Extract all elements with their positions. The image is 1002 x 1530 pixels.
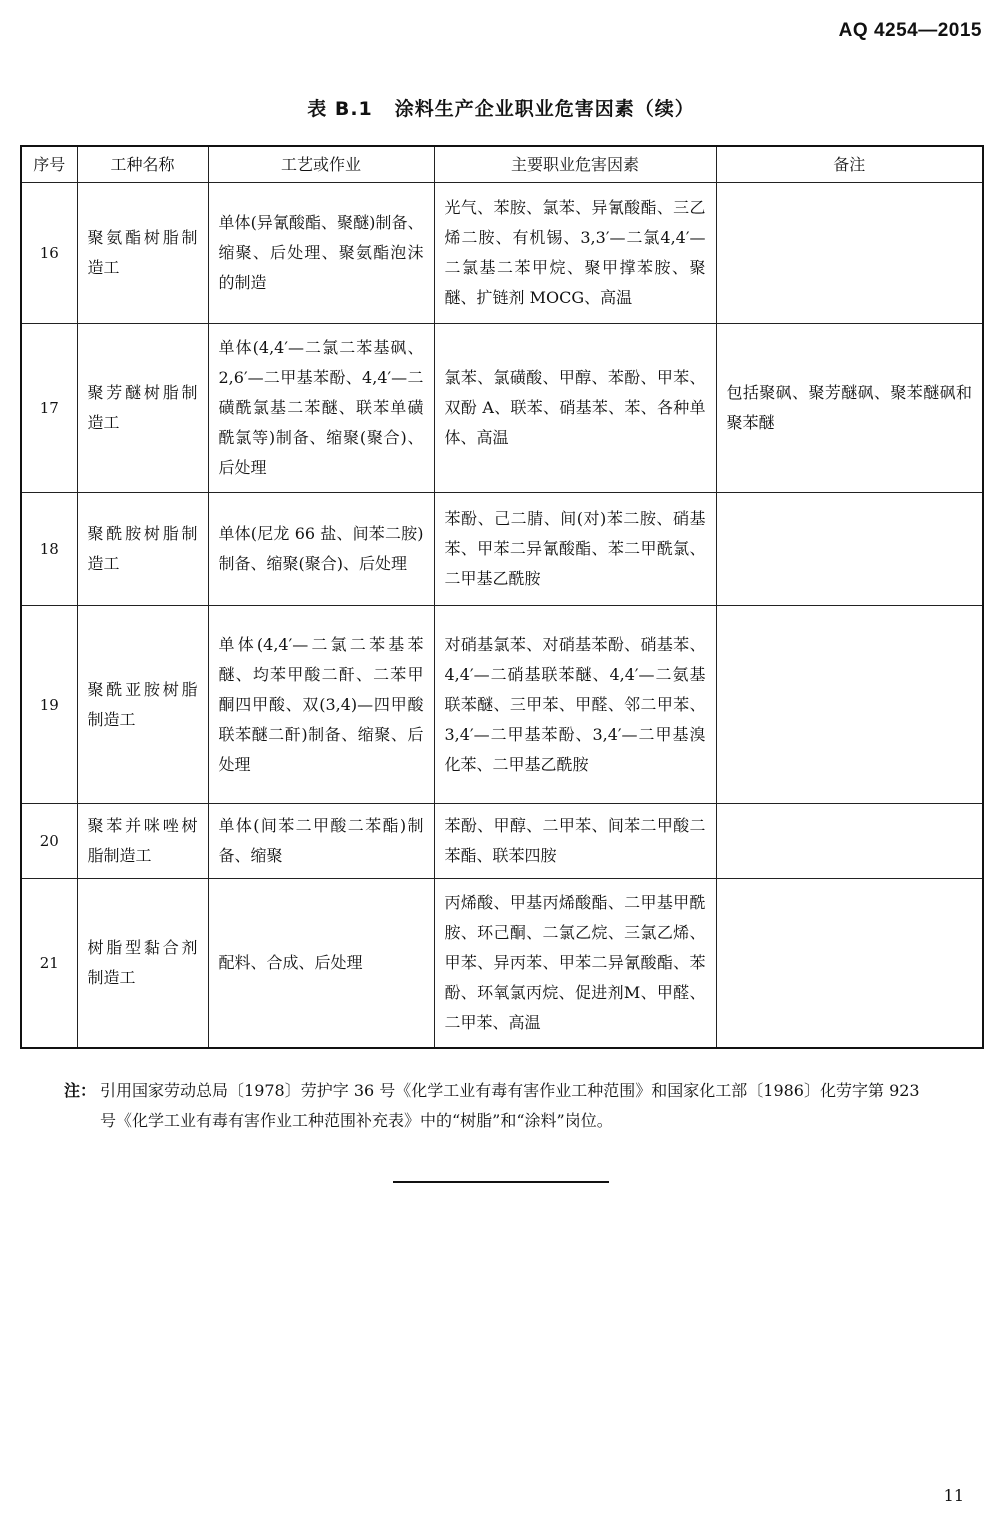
table-title: 涂料生产企业职业危害因素（续） — [394, 98, 695, 120]
remarks — [716, 879, 983, 1048]
job-name: 聚酰胺树脂制造工 — [77, 493, 208, 606]
table-row — [21, 324, 983, 493]
table-number: 表 B.1 — [307, 98, 373, 120]
remarks — [716, 493, 983, 606]
note-line-1 — [64, 1076, 984, 1106]
note-line-2: 号《化学工业有毒有害作业工种范围补充表》中的“树脂”和“涂料”岗位。 — [100, 1111, 613, 1130]
job-name: 聚酰亚胺树脂制造工 — [77, 606, 208, 804]
process: 单体(4,4′—二氯二苯基砜、2,6′—二甲基苯酚、4,4′—二磺酰氯基二苯醚、联苯单磺酰氯等)制备、缩聚(聚合)、后处理 — [208, 324, 434, 493]
hazard-factors: 对硝基氯苯、对硝基苯酚、硝基苯、4,4′—二硝基联苯醚、4,4′—二氨基联苯醚、三甲苯、甲醛、邻二甲苯、3,4′—二甲基苯酚、3,4′—二甲基溴化苯、二甲基乙酰胺 — [434, 606, 716, 804]
job-name: 聚苯并咪唑树脂制造工 — [77, 804, 208, 879]
hazard-factors: 丙烯酸、甲基丙烯酸酯、二甲基甲酰胺、环己酮、二氯乙烷、三氯乙烯、甲苯、异丙苯、甲苯二异氰酸酯、苯酚、环氧氯丙烷、促进剂M、甲醛、二甲苯、高温 — [434, 879, 716, 1048]
row-number: 16 — [21, 183, 77, 324]
table-row — [21, 493, 983, 606]
standard-code: AQ 4254—2015 — [838, 20, 982, 41]
hazard-factors: 光气、苯胺、氯苯、异氰酸酯、三乙烯二胺、有机锡、3,3′—二氯4,4′—二氯基二苯甲烷、聚甲撑苯胺、聚醚、扩链剂 MOCG、高温 — [434, 183, 716, 324]
table-caption — [0, 94, 1002, 121]
remarks — [716, 606, 983, 804]
process: 单体(尼龙 66 盐、间苯二胺)制备、缩聚(聚合)、后处理 — [208, 493, 434, 606]
column-header-job: 工种名称 — [77, 146, 208, 183]
table-row — [21, 606, 983, 804]
process: 配料、合成、后处理 — [208, 879, 434, 1048]
table-row — [21, 879, 983, 1048]
column-header-remarks: 备注 — [716, 146, 983, 183]
column-header-hazards: 主要职业危害因素 — [434, 146, 716, 183]
table-note — [64, 1076, 984, 1136]
note-label: 注： — [64, 1081, 97, 1100]
process: 单体(间苯二甲酸二苯酯)制备、缩聚 — [208, 804, 434, 879]
remarks: 包括聚砜、聚芳醚砜、聚苯醚砜和聚苯醚 — [716, 324, 983, 493]
note-text-1: 引用国家劳动总局〔1978〕劳护字 36 号《化学工业有毒有害作业工种范围》和国家化工部〔1986〕化劳字第 923 — [100, 1081, 920, 1100]
column-header-process: 工艺或作业 — [208, 146, 434, 183]
job-name: 树脂型黏合剂制造工 — [77, 879, 208, 1048]
process: 单体(异氰酸酯、聚醚)制备、缩聚、后处理、聚氨酯泡沫的制造 — [208, 183, 434, 324]
table-row — [21, 183, 983, 324]
remarks — [716, 183, 983, 324]
remarks — [716, 804, 983, 879]
row-number: 19 — [21, 606, 77, 804]
job-name: 聚氨酯树脂制造工 — [77, 183, 208, 324]
hazard-factors: 苯酚、己二腈、间(对)苯二胺、硝基苯、甲苯二异氰酸酯、苯二甲酰氯、二甲基乙酰胺 — [434, 493, 716, 606]
row-number: 20 — [21, 804, 77, 879]
table-row — [21, 804, 983, 879]
end-rule — [393, 1181, 609, 1183]
hazard-factors: 氯苯、氯磺酸、甲醇、苯酚、甲苯、双酚 A、联苯、硝基苯、苯、各种单体、高温 — [434, 324, 716, 493]
column-header-no: 序号 — [21, 146, 77, 183]
row-number: 18 — [21, 493, 77, 606]
process: 单体(4,4′—二氯二苯基苯醚、均苯甲酸二酐、二苯甲酮四甲酸、双(3,4)—四甲酸联苯醚二酐)制备、缩聚、后处理 — [208, 606, 434, 804]
row-number: 17 — [21, 324, 77, 493]
hazard-factors: 苯酚、甲醇、二甲苯、间苯二甲酸二苯酯、联苯四胺 — [434, 804, 716, 879]
page-number: 11 — [943, 1486, 964, 1505]
job-name: 聚芳醚树脂制造工 — [77, 324, 208, 493]
row-number: 21 — [21, 879, 77, 1048]
table-header-row — [21, 146, 983, 183]
hazard-table — [20, 145, 984, 1049]
